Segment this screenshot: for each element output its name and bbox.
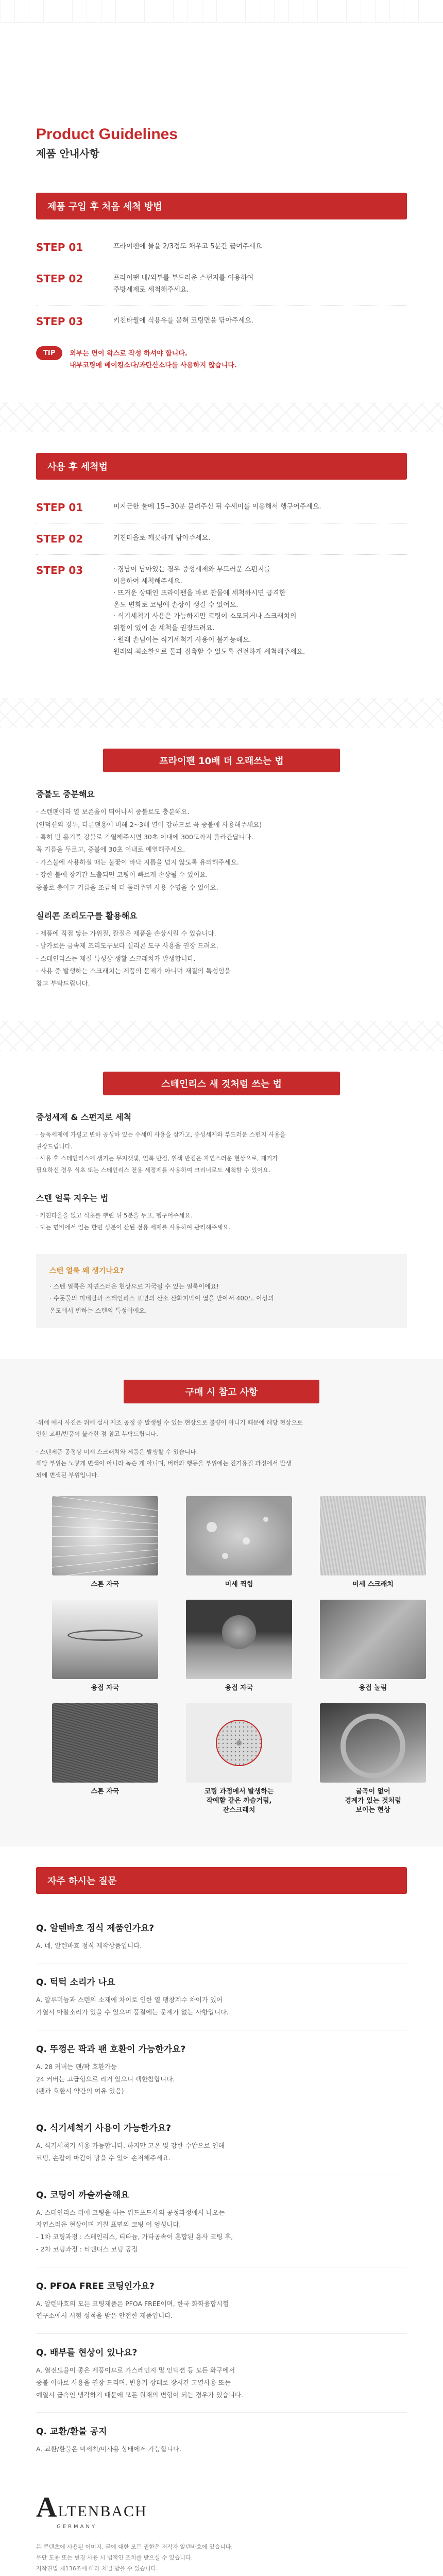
- faq-answer: [36, 2207, 407, 2256]
- pan-ring: [340, 1714, 405, 1778]
- faq-answer-line: (팬과 호환시 약간의 여유 있음): [36, 2087, 124, 2095]
- tip-text: [70, 346, 237, 372]
- scratch-line: [52, 1560, 158, 1575]
- defect-caption: 굴곡이 없어 경계가 있는 것처럼 보이는 현상: [345, 1788, 401, 1815]
- logo-wordmark: LTENBACH: [58, 2503, 147, 2520]
- long-use-section: [0, 749, 443, 990]
- faq-question: Q. 뚜껑은 팍과 팬 호환이 가능한가요?: [36, 2044, 186, 2055]
- tip-box: [36, 346, 407, 372]
- info-block: [36, 1192, 407, 1233]
- defect-photo-image: [320, 1496, 426, 1575]
- defect-photo-image: [52, 1496, 158, 1575]
- faq-question: Q. 코팅이 까슬까슬해요: [36, 2190, 129, 2200]
- dent-spot: [263, 1517, 268, 1522]
- scratch-line: [52, 1515, 158, 1525]
- faq-answer: [36, 2298, 407, 2323]
- step-line: 주방세제로 세척해주세요.: [113, 285, 189, 294]
- step-row: [36, 306, 407, 337]
- faq-answer-line: - 1차 코팅과정 : 스테인리스, 티타늄, 가타공속이 혼합된 용사 코팅 후,: [36, 2233, 233, 2241]
- step-line: 키친타월에 식용유를 묻혀 코팅면을 닦아주세요.: [113, 316, 253, 325]
- defect-caption: 미세 찍힘: [225, 1581, 253, 1589]
- caution-line: ·위에 예시 사진은 위에 설시 제조 공정 중 발생될 수 있는 현상으로 불량이 아니기 때문에 해당 현상으로: [36, 1418, 303, 1426]
- copyright-line: 저작권법 제136조에 따라 처벌 받을 수 있습니다.: [36, 2565, 158, 2572]
- faq-answer-line: 24 커버는 고급형으로 리거 있으니 팩한참합니다.: [36, 2075, 175, 2083]
- faq-item: [36, 2109, 407, 2176]
- block-line: · 스테인리스는 제질 특성상 생활 스크래치가 발생합니다.: [36, 954, 196, 962]
- step-text: [113, 533, 210, 545]
- block-line: 참고 부탁드립니다.: [36, 979, 90, 988]
- tip-line: 내부코팅에 베이킹소다/과탄산소다를 사용하지 않습니다.: [70, 361, 237, 369]
- defect-photo: [186, 1496, 292, 1590]
- first-use-section: [0, 193, 443, 371]
- block-line: · 제품에 직접 닿는 가위질, 칼질은 제품을 손상시킬 수 있습니다.: [36, 929, 216, 937]
- copyright-line: 무단 도용 또는 변경 사용 시 법적인 조치를 받으실 수 있습니다.: [36, 2554, 193, 2562]
- step-text: [113, 273, 253, 296]
- faq-answer-line: 자연스러운 현상이며 거칠 표면의 코팅 어 엉성니다.: [36, 2221, 181, 2229]
- dent-spot: [222, 1553, 228, 1559]
- step-line: 프라이팬에 물을 2/3정도 채우고 5분간 끓여주세요: [113, 243, 262, 250]
- scratch-line: [52, 1543, 158, 1548]
- footer: [36, 2493, 407, 2576]
- long-use-title: 프라이팬 10배 더 오래쓰는 법: [103, 749, 340, 772]
- step-number: STEP 02: [36, 273, 83, 285]
- defect-photo-image: [52, 1703, 158, 1783]
- pattern-band: [0, 402, 443, 432]
- faq-answer-line: 예열시 급속인 냉각하기 때문에 모든 원재의 변형이 되는 경우가 있습니다.: [36, 2391, 243, 2399]
- step-row: [36, 232, 407, 263]
- defect-photo: [52, 1703, 158, 1816]
- after-use-section: [0, 453, 443, 667]
- step-line: 이용하여 세척해주세요.: [113, 578, 182, 586]
- block-line: · 사용 후 스테인리스에 생기는 무지갯빛, 얼룩 반점, 흰색 반점은 자연스러운 현상으로, 제거가: [36, 1154, 278, 1162]
- brand-logo: [36, 2493, 407, 2522]
- faq-answer-line: A. 알루미늄과 스텐의 소재에 차이로 인한 열 팽창계수 차이가 있어: [36, 1996, 223, 2004]
- stain-note-lines: [49, 1281, 394, 1317]
- page-title: Product Guidelines: [36, 126, 178, 143]
- weld-knob: [222, 1615, 256, 1649]
- faq-answer: [36, 2061, 407, 2097]
- defect-caption: 용접 자국: [91, 1684, 120, 1692]
- block-line: · 특히 빈 용기를 강불로 가열해주시면 30초 이내에 300도까지 올라간답니다.: [36, 833, 253, 841]
- logo-initial: A: [36, 2492, 57, 2524]
- pattern-band: [0, 1021, 443, 1051]
- faq-answer-line: A. 스테인리스 위에 코팅을 하는 위드포드사의 공정과정에서 나오는: [36, 2208, 225, 2216]
- faq-title: 자주 하시는 질문: [36, 1867, 407, 1894]
- faq-item: [36, 1909, 407, 1964]
- block-line: · 능독세제에 가필고 변하 공성하 있는 수세미 사용을 삼가고, 중성세제와 부드러운 스펀지 사용을: [36, 1130, 286, 1138]
- step-line: 키친타올로 깨끗하게 닦아주세요.: [113, 534, 211, 543]
- photo-grid: [52, 1496, 443, 1816]
- caution-section: [0, 1359, 443, 1846]
- faq-answer-line: A. 28 커버는 팬/팍 호환가능: [36, 2062, 117, 2071]
- note-line: · 수돗물의 미네랄과 스테인리스 표면의 산소 산화피막이 열을 받아서 400도 이상의: [49, 1295, 274, 1302]
- block-heading: 중성세제 & 스펀지로 세척: [36, 1112, 132, 1122]
- step-row: [36, 263, 407, 306]
- defect-photo-image: [186, 1600, 292, 1679]
- first-use-title: 제품 구입 후 처음 세척 방법: [36, 193, 407, 219]
- dent-spot: [207, 1522, 217, 1532]
- scratch-line: [52, 1548, 158, 1558]
- block-heading: 실리콘 조리도구를 활용해요: [36, 910, 138, 921]
- block-line: 권장드립니다.: [36, 1142, 73, 1150]
- block-line: · 가스불에 사용하실 때는 불꽃이 바닥 지름을 넘지 않도록 유의해주세요.: [36, 858, 239, 866]
- defect-caption: 미세 스크래치: [352, 1581, 394, 1589]
- caution-line: · 스텐제품 공정상 미세 스크래치와 제품은 발생할 수 있습니다.: [36, 1448, 198, 1455]
- defect-caption: 스톤 자국: [91, 1788, 120, 1796]
- dent-spot: [243, 1537, 250, 1545]
- faq-answer-line: A. 교환/환불은 미세척/미사용 상태에서 가능합니다.: [36, 2445, 182, 2453]
- faq-answer-line: A. 알텐바흐의 모든 코팅제품은 PFOA FREE이며, 한국 화학융합시험: [36, 2299, 229, 2308]
- faq-question: Q. 배부를 현상이 있나요?: [36, 2348, 138, 2359]
- caution-line: 되에 변색된 부위입니다.: [36, 1471, 99, 1479]
- faq-item: [36, 2413, 407, 2467]
- block-line: · 강한 불에 장기간 노출되면 코팅이 빠르게 손상될 수 있어요.: [36, 871, 208, 879]
- defect-photo: [52, 1600, 158, 1694]
- step-number: STEP 03: [36, 315, 83, 328]
- logo-subtitle: GERMANY: [57, 2524, 97, 2530]
- faq-question: Q. 식기세척기 사용이 가능한가요?: [36, 2123, 172, 2134]
- stain-note-title: 스텐 얼룩 왜 생기나요?: [49, 1266, 124, 1275]
- block-heading: 중불도 중분해요: [36, 789, 95, 800]
- stain-note-box: [36, 1254, 407, 1328]
- defect-photo: [320, 1600, 426, 1694]
- faq-answer-line: - 2차 코팅과정 : 티엔디스 코팅 공정: [36, 2245, 138, 2253]
- scratch-line: [52, 1496, 158, 1513]
- step-number: STEP 01: [36, 501, 83, 514]
- defect-photo: [186, 1600, 292, 1694]
- defect-photo-image: [320, 1703, 426, 1783]
- faq-question: Q. 교환/환불 공지: [36, 2427, 107, 2437]
- caution-line: 해당 부위는 노랗게 변색이 아니라 녹슨 게 아니며, 버터와 행동을 부위에는 진기용절 과정에서 발생: [36, 1460, 292, 1467]
- step-line: 온도 변화로 코팅에 손상이 생길 수 있어요.: [113, 601, 238, 609]
- step-number: STEP 01: [36, 241, 83, 253]
- first-use-steps: [36, 232, 407, 337]
- pattern-band: [0, 698, 443, 728]
- step-text: [113, 501, 321, 513]
- caution-line: 인한 교환/반품이 불가한 점 참고 부탁드립니다.: [36, 1430, 158, 1438]
- faq-question: Q. 알텐바흐 정식 제품인가요?: [36, 1923, 155, 1934]
- long-use-blocks: [0, 788, 443, 990]
- step-row: [36, 523, 407, 555]
- faq-item: [36, 2334, 407, 2413]
- step-line: · 식기세척기 사용은 가능하지만 코팅이 소모되거나 스크래치의: [113, 613, 297, 621]
- faq-item: [36, 1963, 407, 2030]
- note-line: 온도에서 변하는 스텐의 특성이에요.: [49, 1307, 147, 1314]
- block-line: · 키친타올을 얹고 식초를 뿌린 뒤 5분을 두고, 헹구어주세요.: [36, 1211, 193, 1219]
- faq-answer-line: A. 열전도율이 좋은 제품이므로 가스레인지 및 인덕션 등 모든 화구에서: [36, 2366, 235, 2375]
- stainless-title: 스테인리스 새 것처럼 쓰는 법: [103, 1072, 340, 1095]
- faq-answer: [36, 1994, 407, 2019]
- copyright-line: 본 콘텐츠에 사용된 이미지, 글에 대한 모든 권한은 저작자 알텐바흐에 있습니다.: [36, 2544, 233, 2551]
- faq-question: Q. 턱턱 소리가 나요: [36, 1977, 115, 1988]
- faq-item: [36, 2176, 407, 2267]
- defect-photo: [52, 1496, 158, 1590]
- step-row: [36, 555, 407, 667]
- header: [0, 23, 443, 193]
- block-line: 중불로 충이고 기름을 조금씩 더 둘러주면 사용 수명을 수 있어요.: [36, 883, 218, 891]
- defect-photo-image: [186, 1703, 292, 1783]
- faq-answer-line: 중불 이하로 사용을 권장 드리며, 빈용기 상태로 장시간 고열사용 또는: [36, 2378, 231, 2386]
- defect-photo-image: [52, 1600, 158, 1679]
- faq-item: [36, 2030, 407, 2109]
- faq-item: [36, 2267, 407, 2334]
- info-block: [36, 1111, 407, 1176]
- scratch-line: [52, 1526, 158, 1531]
- defect-photo: [320, 1703, 426, 1816]
- info-block: [36, 788, 407, 894]
- step-text: [113, 564, 305, 658]
- block-heading: 스텐 얼룩 지우는 법: [36, 1193, 109, 1203]
- faq-answer-line: 가열시 마찰소리가 있을 수 있으며 품질에는 문제가 없는 사항입니다.: [36, 2008, 229, 2016]
- defect-caption: 스톤 자국: [91, 1581, 120, 1589]
- faq-answer-line: A. 네, 알텐바흐 정식 제작상품입니다.: [36, 1941, 142, 1950]
- scratch-line: [52, 1536, 158, 1537]
- faq-answer: [36, 2364, 407, 2401]
- faq-section: [0, 1846, 443, 2468]
- stainless-blocks: [0, 1111, 443, 1233]
- note-line: · 스텐 얼룩은 자연스러운 현상으로 자국될 수 있는 얼룩이에요!: [49, 1282, 219, 1290]
- block-line: · 사용 중 발생하는 스크래치는 제품의 문제가 아니며 재질의 특성임을: [36, 967, 231, 975]
- faq-list: [36, 1909, 407, 2468]
- faq-answer: [36, 2443, 407, 2455]
- defect-caption: 코팅 과정에서 발생하는 작예할 같은 까슬거림, 잔스크래치: [204, 1788, 274, 1815]
- scratch-line: [52, 1554, 158, 1568]
- top-pattern: [0, 0, 443, 23]
- magnify-circle: [216, 1720, 262, 1766]
- step-line: 위험이 있어 손 세척을 권장드려요.: [113, 624, 215, 633]
- block-line: · 또는 면비에서 얼는 한번 성분이 산된 전용 세제를 사용하여 관리해주세요.: [36, 1223, 231, 1231]
- faq-answer: [36, 2140, 407, 2164]
- step-line: 프라이팬 내/외부를 부드러운 스펀지를 이용하여: [113, 274, 254, 282]
- faq-answer-line: A. 식기세척기 사용 가능합니다. 하지만 고온 및 강한 수압으로 인해: [36, 2142, 225, 2150]
- defect-photo-image: [320, 1600, 426, 1679]
- step-line: · 원래 손님이는 식기세척기 사용이 불가능해요.: [113, 636, 251, 644]
- tip-badge: TIP: [36, 346, 62, 360]
- weld-edge: [67, 1630, 143, 1641]
- step-line: · 뜨거운 상태인 프라이팬을 바로 찬물에 세척하시면 급격한: [113, 589, 286, 597]
- block-line: (인덕션의 경우, 다른팬용에 비해 2~3배 열이 강하므로 꼭 중불에 사용해주세요): [36, 820, 262, 828]
- step-line: · 경남이 남아있는 경우 중성세제와 부드러운 스펀지를: [113, 566, 271, 574]
- tip-line: 외부는 면이 왁스로 작성 하셔야 합니다.: [70, 349, 188, 358]
- defect-caption: 용접 눌림: [359, 1684, 387, 1692]
- faq-answer: [36, 1940, 407, 1952]
- step-text: [113, 315, 253, 327]
- defect-caption: 용접 자국: [225, 1684, 253, 1692]
- step-number: STEP 03: [36, 564, 83, 577]
- after-use-title: 사용 후 세척법: [36, 453, 407, 480]
- faq-answer-line: 코팅, 손잡이 마감이 망을 수 있어 손저해주세요.: [36, 2154, 171, 2162]
- block-line: 꼭 기름을 두르고, 중불에 30초 이내로 예열해주세요.: [36, 845, 185, 854]
- page-subtitle: 제품 안내사항: [36, 147, 99, 160]
- block-line: · 날카로운 금속제 조리도구보다 실리콘 도구 사용을 권장 드려요.: [36, 942, 218, 950]
- caution-title: 구매 시 참고 사항: [124, 1380, 319, 1403]
- step-text: [113, 241, 262, 253]
- step-row: [36, 492, 407, 523]
- step-line: 미지근한 물에 15~30분 불려주신 뒤 수세미를 이용해서 헹구어주세요.: [113, 503, 321, 511]
- block-line: · 스텐팬이라 열 보존율이 뛰어나서 중불로도 충분해요.: [36, 808, 190, 816]
- defect-photo-image: [186, 1496, 292, 1575]
- copyright-notes: [36, 2542, 407, 2574]
- caution-intro: [36, 1417, 407, 1481]
- defect-photo: [320, 1496, 426, 1590]
- step-line: 원래의 최소한으로 물과 접촉할 수 있도록 건전하게 세척해주세요.: [113, 648, 305, 656]
- defect-photo: [186, 1703, 292, 1816]
- faq-question: Q. PFOA FREE 코팅인가요?: [36, 2281, 155, 2292]
- step-number: STEP 02: [36, 533, 83, 546]
- after-use-steps: [36, 492, 407, 667]
- block-line: 필요하신 경우 식초 또는 스테인리스 전용 세정제를 사용하여 크리너로도 세척할 수 있어요.: [36, 1166, 270, 1174]
- caution-line: [36, 1440, 407, 1446]
- info-block: [36, 909, 407, 990]
- stainless-section: [0, 1072, 443, 1328]
- faq-answer-line: 연구소에서 시험 성적을 받은 안전한 제품입니다.: [36, 2312, 173, 2320]
